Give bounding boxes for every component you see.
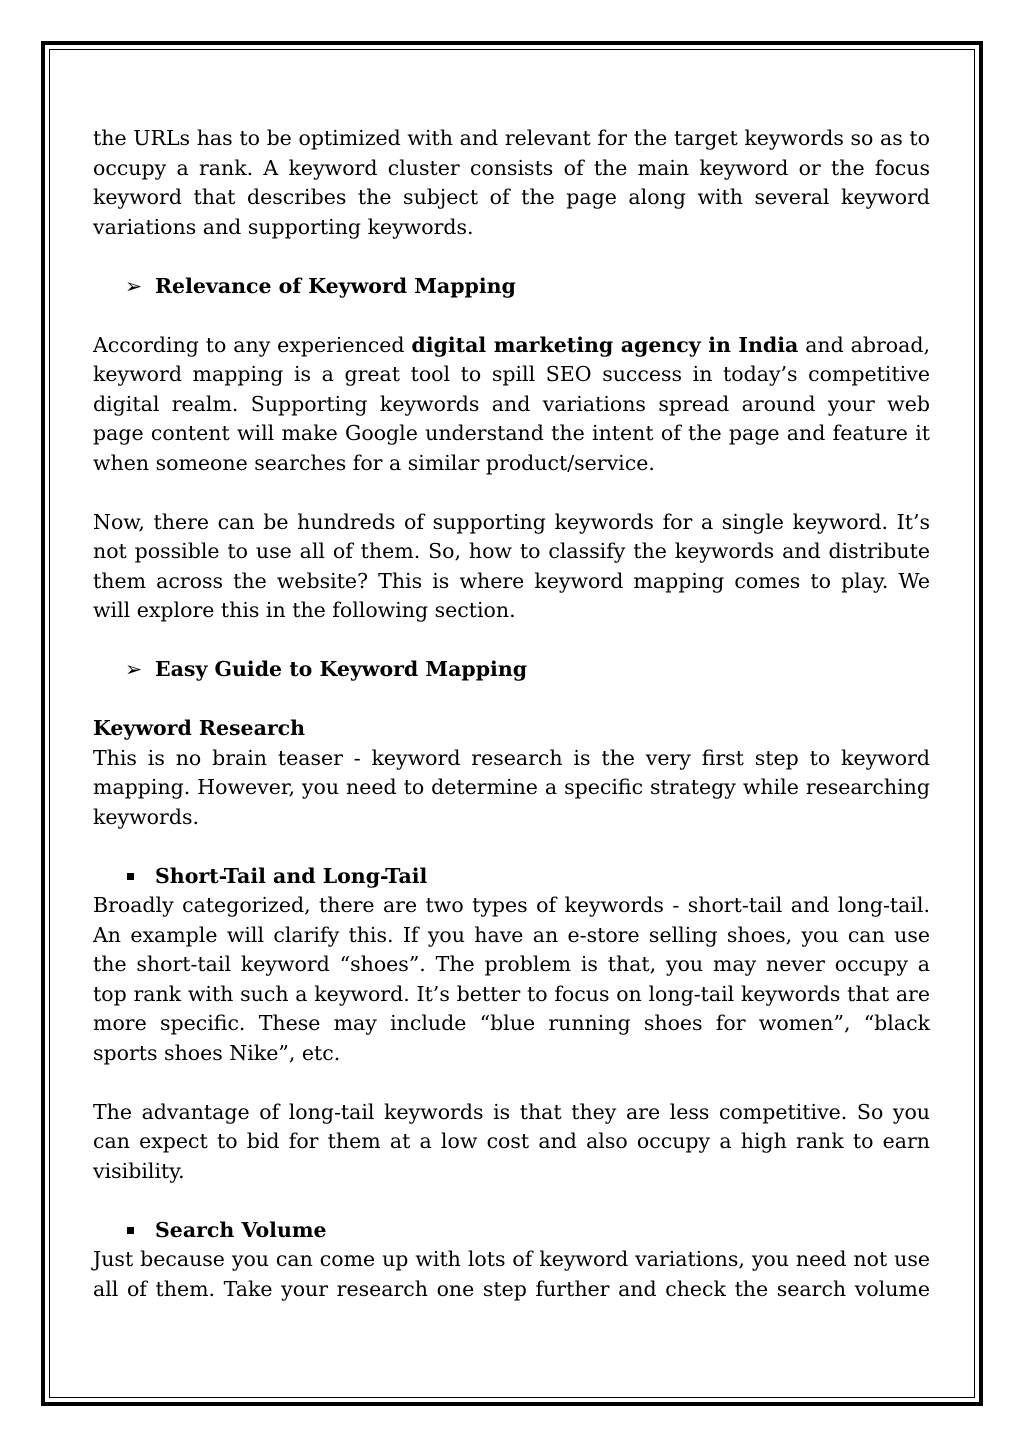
heading-guide xyxy=(93,655,930,685)
paragraph-intro: the URLs has to be optimized with and relevant for the target keywords so as to occupy a rank. A keyword cluster consists of the main keyword or the focus keyword that describes the subject of the page along with several keyword variations and supporting keywords. xyxy=(93,126,930,239)
paragraph-supporting-keywords: Now, there can be hundreds of supporting keywords for a single keyword. It’s not possible to use all of them. So, how to classify the keywords and distribute them across the website? This is where keyword mapping comes to play. We will explore this in the following section. xyxy=(93,509,930,622)
paragraph-agency-end: and abroad, keyword mapping is a great tool to spill SEO success in today’s competitive digital realm. Supporting keywords and variations spread around your web page content will make Google understand the intent of the page and feature it when someone searches for a similar product/service. xyxy=(93,332,930,475)
paragraph-short-long-tail: Broadly categorized, there are two types of keywords - short-tail and long-tail. An example will clarify this. If you have an e-store selling shoes, you can use the short-tail keyword “shoes”. The problem is that, you may never occupy a top rank with such a keyword. It’s better to focus on long-tail keywords that are more specific. These may include “blue running shoes for women”, “black sports shoes Nike”, etc. xyxy=(93,893,930,1065)
paragraph-agency-start: According to any experienced xyxy=(93,332,412,357)
arrow-bullet-icon: ➢ xyxy=(125,273,143,298)
heading-search-volume-label: Search Volume xyxy=(155,1217,327,1242)
heading-short-long-tail xyxy=(93,862,930,892)
paragraph-search-volume: Just because you can come up with lots of keyword variations, you need not use all of them. Take your research one step further and check the search volume xyxy=(93,1247,930,1301)
heading-relevance xyxy=(93,272,930,302)
heading-relevance-label: Relevance of Keyword Mapping xyxy=(155,273,516,298)
square-bullet-icon xyxy=(127,1227,134,1234)
agency-link-text: digital marketing agency in India xyxy=(411,332,799,357)
paragraph-advantage: The advantage of long-tail keywords is that they are less competitive. So you can expect to bid for them at a low cost and also occupy a high rank to earn visibility. xyxy=(93,1099,930,1183)
paragraph-agency xyxy=(93,331,930,479)
document-body xyxy=(93,124,930,1304)
subheading-keyword-research: Keyword Research xyxy=(93,716,306,740)
heading-search-volume xyxy=(93,1216,930,1246)
square-bullet-icon xyxy=(127,873,134,880)
paragraph-research: This is no brain teaser - keyword research is the very first step to keyword mapping. However, you need to determine a specific strategy while researching keywords. xyxy=(93,745,930,829)
heading-guide-label: Easy Guide to Keyword Mapping xyxy=(155,657,528,681)
arrow-bullet-icon: ➢ xyxy=(125,657,143,681)
heading-short-long-tail-label: Short-Tail and Long-Tail xyxy=(155,863,428,888)
